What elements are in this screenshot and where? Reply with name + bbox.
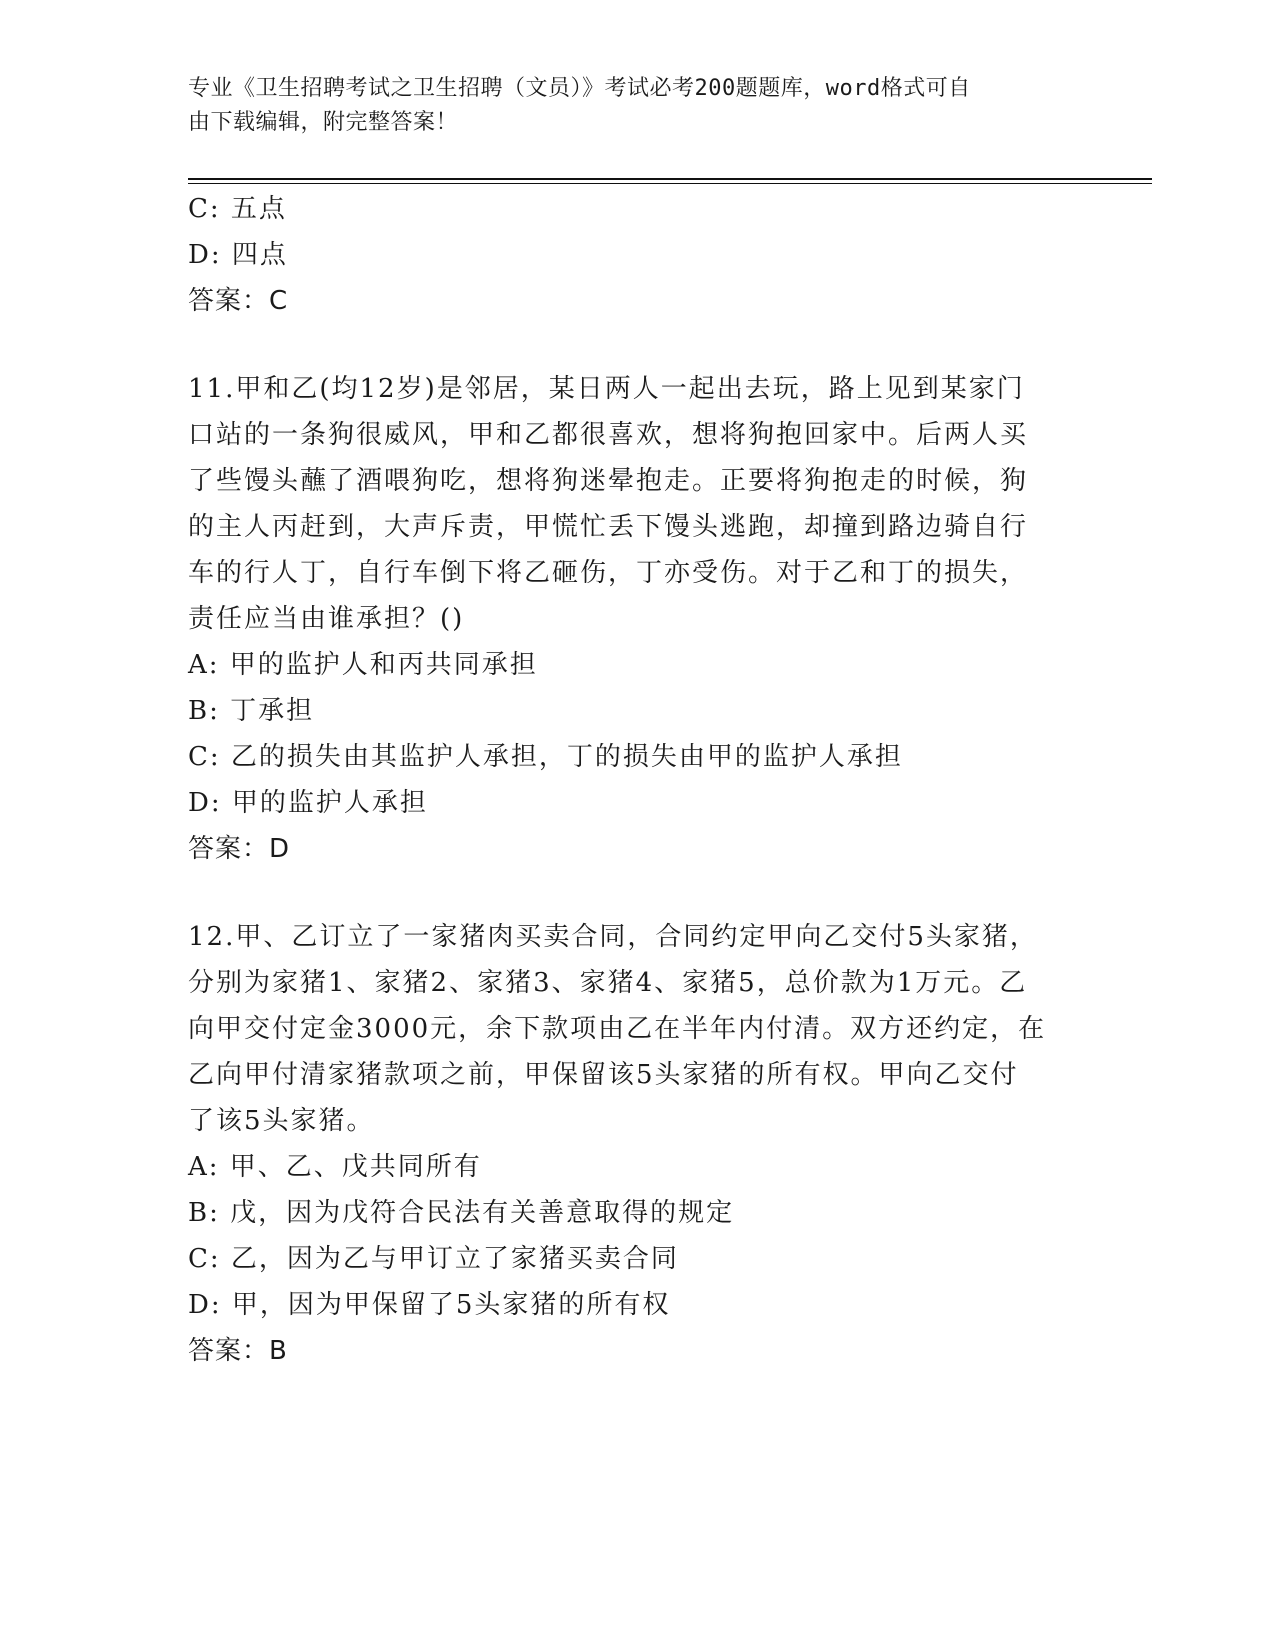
prev-question-block [188,186,1078,324]
question-text-line: 了些馒头蘸了酒喂狗吃，想将狗迷晕抱走。正要将狗抱走的时候，狗 [188,466,1029,496]
question-text-line: 了该5头家猪。 [188,1106,375,1136]
question-text-line: 的主人丙赶到，大声斥责，甲慌忙丢下馒头逃跑，却撞到路边骑自行 [188,512,1029,542]
answer-line: 答案：B [188,1336,288,1366]
question-text-line: 分别为家猪1、家猪2、家猪3、家猪4、家猪5，总价款为1万元。乙 [188,968,1028,998]
answer-line: 答案：D [188,834,291,864]
option-a: A: 甲、乙、戊共同所有 [188,1152,482,1182]
question-text-line: 车的行人丁，自行车倒下将乙砸伤，丁亦受伤。对于乙和丁的损失， [188,558,1029,588]
question-text-line: 责任应当由谁承担？() [188,604,465,634]
header-divider-thin [188,183,1152,184]
option-b: B: 戊，因为戊符合民法有关善意取得的规定 [188,1198,735,1228]
question-11-block [188,366,1078,872]
question-text-line: 乙向甲付清家猪款项之前，甲保留该5头家猪的所有权。甲向乙交付 [188,1060,1019,1090]
spacer [188,872,1078,914]
option-d: D: 甲，因为甲保留了5头家猪的所有权 [188,1290,671,1320]
header-title-line-1: 专业《卫生招聘考试之卫生招聘（文员）》考试必考200题题库，word格式可自 [188,76,971,101]
header-title-line-2: 由下载编辑，附完整答案！ [188,110,459,135]
option-a: A: 甲的监护人和丙共同承担 [188,650,538,680]
question-text-line: 口站的一条狗很威风，甲和乙都很喜欢，想将狗抱回家中。后两人买 [188,420,1029,450]
document-body [188,186,1078,1374]
option-d: D: 四点 [188,240,288,270]
question-12-block [188,914,1078,1374]
question-text-line: 11.甲和乙(均12岁)是邻居，某日两人一起出去玩，路上见到某家门 [188,374,1025,404]
option-c: C: 乙的损失由其监护人承担，丁的损失由甲的监护人承担 [188,742,903,772]
option-d: D: 甲的监护人承担 [188,788,428,818]
option-c: C: 乙，因为乙与甲订立了家猪买卖合同 [188,1244,679,1274]
question-text-line: 向甲交付定金3000元，余下款项由乙在半年内付清。双方还约定，在 [188,1014,1047,1044]
question-text-line: 12.甲、乙订立了一家猪肉买卖合同，合同约定甲向乙交付5头家猪， [188,922,1038,952]
answer-line: 答案：C [188,286,289,316]
spacer [188,324,1078,366]
header-divider-thick [188,178,1152,180]
document-header [188,72,1068,140]
option-c: C: 五点 [188,194,287,224]
option-b: B: 丁承担 [188,696,315,726]
